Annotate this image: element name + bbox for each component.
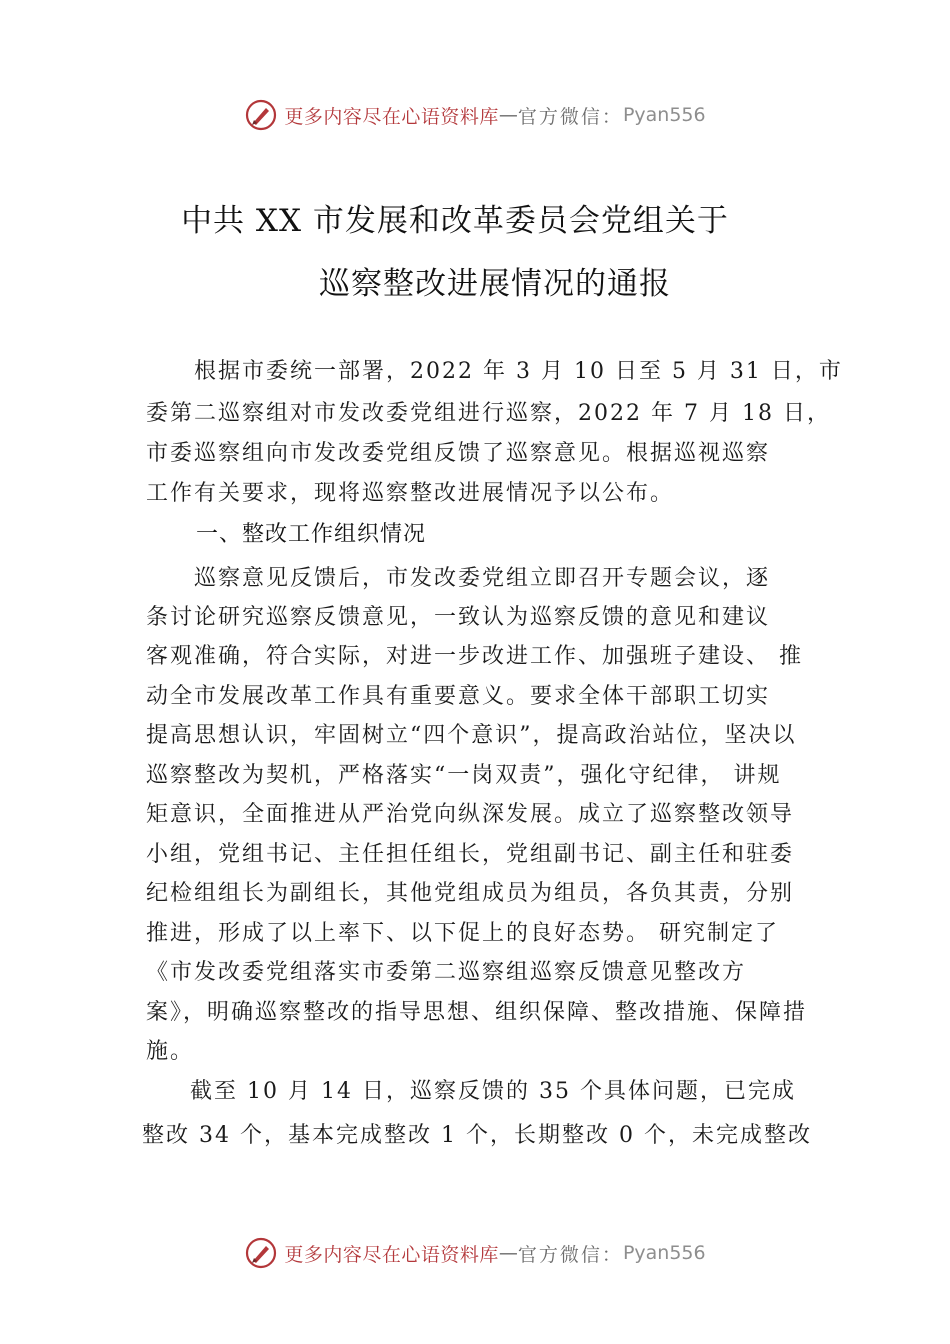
paragraph-2-line: 纪检组组长为副组长，其他党组成员为组员，各负其责，分别	[146, 881, 795, 906]
paragraph-2-line: 施。	[146, 1039, 195, 1064]
banner-separator: —	[498, 104, 518, 126]
paragraph-2-line: 《市发改委党组落实市委第二巡察组巡察反馈意见整改方	[146, 960, 747, 985]
paragraph-2-line: 条讨论研究巡察反馈意见，一致认为巡察反馈的意见和建议	[146, 605, 771, 630]
paragraph-1-line: 根据市委统一部署，2022 年 3 月 10 日至 5 月 31 日，市	[146, 359, 843, 384]
paragraph-2-line: 巡察整改为契机，严格落实“一岗双责”，强化守纪律， 讲规	[146, 763, 782, 788]
banner-wechat-id: Pyan556	[622, 1242, 706, 1264]
banner-brand-text: 更多内容尽在心语资料库	[284, 1243, 499, 1266]
banner-separator: —	[498, 1242, 518, 1264]
paragraph-2-line: 动全市发展改革工作具有重要意义。要求全体干部职工切实	[146, 684, 771, 709]
banner-brand-text: 更多内容尽在心语资料库	[284, 105, 499, 128]
paragraph-2-line: 推进，形成了以上率下、以下促上的良好态势。 研究制定了	[146, 921, 779, 946]
document-title-line-2: 巡察整改进展情况的通报	[319, 266, 671, 302]
paragraph-2-line: 矩意识，全面推进从严治党向纵深发展。成立了巡察整改领导	[146, 802, 795, 827]
banner-wechat-label: 官方微信：	[517, 105, 623, 128]
footer-banner	[0, 1233, 950, 1273]
paragraph-2-line: 小组，党组书记、主任担任组长，党组副书记、副主任和驻委	[146, 842, 795, 867]
paragraph-3-line: 整改 34 个，基本完成整改 1 个，长期整改 0 个，未完成整改	[142, 1123, 812, 1148]
paragraph-1-line: 市委巡察组向市发改委党组反馈了巡察意见。根据巡视巡察	[146, 441, 771, 466]
banner-wechat-label: 官方微信：	[517, 1243, 623, 1266]
pen-logo-icon	[244, 98, 278, 132]
document-title-line-1: 中共 XX 市发展和改革委员会党组关于	[181, 203, 729, 239]
paragraph-2-line: 客观准确，符合实际，对进一步改进工作、加强班子建设、 推	[146, 644, 803, 669]
section-heading-1: 一、整改工作组织情况	[196, 522, 427, 547]
paragraph-3-line: 截至 10 月 14 日，巡察反馈的 35 个具体问题，已完成	[142, 1079, 796, 1104]
header-banner	[0, 95, 950, 135]
paragraph-1-line: 工作有关要求，现将巡察整改进展情况予以公布。	[146, 481, 675, 506]
paragraph-2-line: 巡察意见反馈后，市发改委党组立即召开专题会议，逐	[146, 566, 771, 591]
paragraph-1-line: 委第二巡察组对市发改委党组进行巡察，2022 年 7 月 18 日，	[146, 401, 831, 426]
banner-wechat-id: Pyan556	[622, 104, 706, 126]
pen-logo-icon	[244, 1236, 278, 1270]
paragraph-2-line: 案》，明确巡察整改的指导思想、组织保障、整改措施、保障措	[146, 1000, 808, 1025]
paragraph-2-line: 提高思想认识，牢固树立“四个意识”，提高政治站位，坚决以	[146, 723, 797, 748]
